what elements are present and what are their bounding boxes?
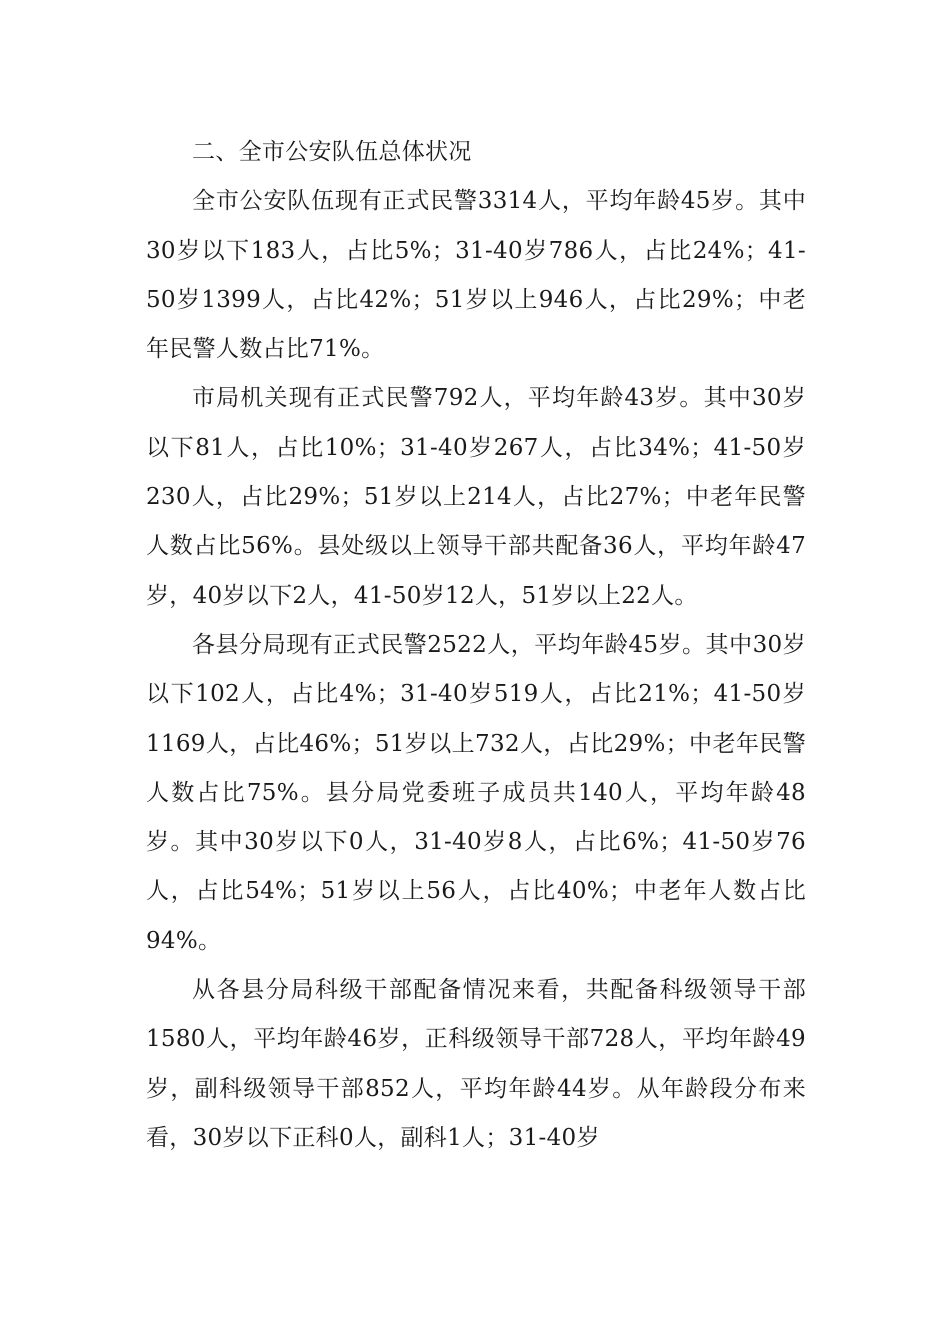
paragraph-county-branches: 各县分局现有正式民警2522人，平均年龄45岁。其中30岁以下102人，占比4%；31-40岁519人，占比21%；41-50岁1169人，占比46%；51岁以上732人，占比29%；中老年民警人数占比75%。县分局党委班子成员共140人，平均年龄48岁。其中30岁以下0人，31-40岁8人，占比6%；41-50岁76人，占比54%；51岁以上56人，占比40%；中老年人数占比94%。 [146, 631, 806, 954]
paragraph-city-police-overview: 全市公安队伍现有正式民警3314人，平均年龄45岁。其中30岁以下183人，占比5%；31-40岁786人，占比24%；41-50岁1399人，占比42%；51岁以上946人，占比29%；中老年民警人数占比71%。 [146, 188, 806, 363]
paragraph-city-bureau-organs: 市局机关现有正式民警792人，平均年龄43岁。其中30岁以下81人，占比10%；31-40岁267人，占比34%；41-50岁230人，占比29%；51岁以上214人，占比27%；中老年民警人数占比56%。县处级以上领导干部共配备36人，平均年龄47岁，40岁以下2人，41-50岁12人，51岁以上22人。 [146, 385, 806, 609]
section-heading: 二、全市公安队伍总体状况 [192, 139, 472, 165]
document-page [146, 128, 806, 1163]
paragraph-section-level-cadres: 从各县分局科级干部配备情况来看，共配备科级领导干部1580人，平均年龄46岁，正科级领导干部728人，平均年龄49岁，副科级领导干部852人，平均年龄44岁。从年龄段分布来看，30岁以下正科0人，副科1人；31-40岁 [146, 977, 806, 1151]
